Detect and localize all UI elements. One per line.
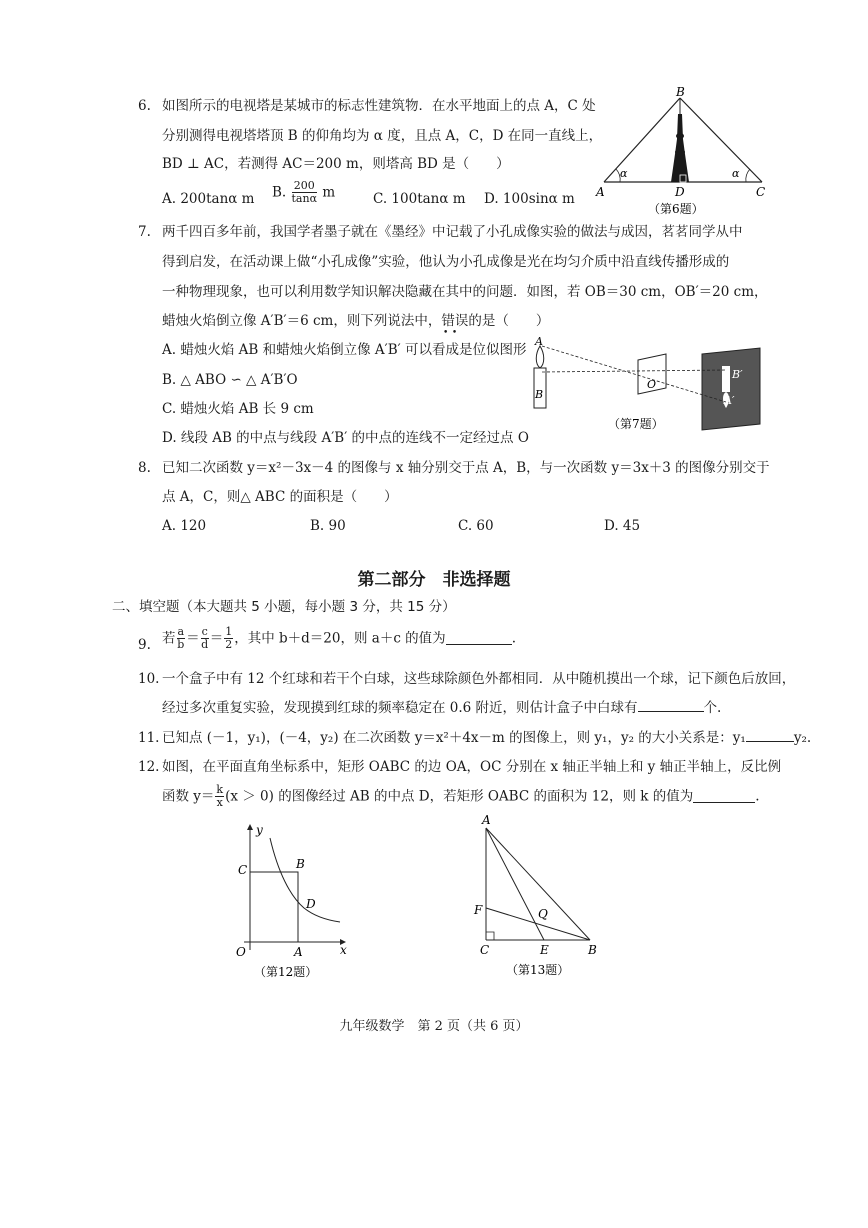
q12-line2: 函数 y＝ $\frac{k}{x}$ (x ＞ 0) 的图像经过 AB 的中点 D，若矩形 OABC 的面积为 12，则 k 的值为 . xyxy=(162,783,760,809)
fig6-alpha-left: α xyxy=(620,167,628,180)
q12-number: 12. xyxy=(138,759,160,775)
fig7-label-a2: A′ xyxy=(724,394,735,407)
q9-answer-blank[interactable] xyxy=(446,632,512,645)
q8-line1: 已知二次函数 y＝x²－3x－4 的图像与 x 轴分别交于点 A，B，与一次函数 y＝3x＋3 的图像分别交于 xyxy=(162,460,770,476)
q6-option-d: D. 100sinα m xyxy=(484,191,575,207)
q12-answer-blank[interactable] xyxy=(693,790,755,803)
figure-13 xyxy=(466,814,606,980)
q11-number: 11. xyxy=(138,730,160,746)
q11-text: 已知点 (－1，y₁)，(－4，y₂) 在二次函数 y＝x²＋4x－m 的图像上，则 y₁，y₂ 的大小关系是：y₁ y₂. xyxy=(162,730,812,746)
fig6-label-d: D xyxy=(675,185,685,199)
emphasis-dots: • • xyxy=(443,328,458,338)
fig6-alpha-right: α xyxy=(732,167,740,180)
figure-12 xyxy=(222,822,362,982)
fig7-label-b: B xyxy=(535,388,544,401)
figure-6 xyxy=(592,84,768,220)
q6-option-c: C. 100tanα m xyxy=(373,191,466,207)
figure-7 xyxy=(524,332,768,436)
q11-answer-blank[interactable] xyxy=(746,729,794,742)
q6-line2: 分别测得电视塔塔顶 B 的仰角均为 α 度，且点 A，C，D 在同一直线上， xyxy=(162,128,603,144)
fig12-label-y: y xyxy=(256,823,263,837)
q7-line2: 得到启发，在活动课上做“小孔成像”实验，他认为小孔成像是光在均匀介质中沿直线传播形成的 xyxy=(162,254,730,270)
fig13-label-f: F xyxy=(474,903,483,917)
fig6-caption: （第6题） xyxy=(648,202,704,216)
q12-line1: 如图，在平面直角坐标系中，矩形 OABC 的边 OA，OC 分别在 x 轴正半轴上和 y 轴正半轴上，反比例 xyxy=(162,759,782,775)
q6-option-a: A. 200tanα m xyxy=(162,191,255,207)
fig12-label-o: O xyxy=(236,945,246,959)
fig12-caption: （第12题） xyxy=(254,965,318,979)
fig12-label-c: C xyxy=(238,863,248,877)
q8-number: 8. xyxy=(138,460,151,476)
q7-option-c: C. 蜡烛火焰 AB 长 9 cm xyxy=(162,401,314,417)
fig6-label-a: A xyxy=(596,185,605,199)
fig12-label-d: D xyxy=(306,897,316,911)
q6-line3: BD ⊥ AC，若测得 AC＝200 m，则塔高 BD 是（ ） xyxy=(162,156,510,172)
q8-option-b: B. 90 xyxy=(310,518,346,534)
q6-line1: 如图所示的电视塔是某城市的标志性建筑物．在水平地面上的点 A，C 处 xyxy=(162,98,596,114)
part-2-title: 第二部分 非选择题 xyxy=(357,570,511,590)
fig13-label-e: E xyxy=(540,943,549,957)
section-2-heading: 二、填空题（本大题共 5 小题，每小题 3 分，共 15 分） xyxy=(112,599,456,615)
q7-number: 7. xyxy=(138,224,151,240)
q7-option-b: B. △ ABO ∽ △ A′B′O xyxy=(162,372,298,388)
q8-line2: 点 A，C，则△ ABC 的面积是（ ） xyxy=(162,489,398,505)
fig12-label-a: A xyxy=(294,945,303,959)
q7-option-a: A. 蜡烛火焰 AB 和蜡烛火焰倒立像 A′B′ 可以看成是位似图形 xyxy=(162,342,527,358)
q9-number: 9. xyxy=(138,637,151,653)
q6-number: 6. xyxy=(138,98,151,114)
fig12-label-b: B xyxy=(296,857,305,871)
fig13-label-a: A xyxy=(482,814,491,827)
fig6-label-b: B xyxy=(676,85,685,99)
fig12-label-x: x xyxy=(340,943,347,957)
q8-option-c: C. 60 xyxy=(458,518,494,534)
q10-answer-blank[interactable] xyxy=(638,699,704,712)
q9-text: 若 $\frac{a}{b}$ ＝ $\frac{c}{d}$ ＝ $\frac{1}{2}$ ，其中 b＋d＝20，则 a＋c 的值为 . xyxy=(162,625,516,651)
q6-optb-numerator: 200 xyxy=(292,180,318,193)
q7-line1: 两千四百多年前，我国学者墨子就在《墨经》中记载了小孔成像实验的做法与成因，茗茗同学从中 xyxy=(162,224,743,240)
q8-option-a: A. 120 xyxy=(162,518,207,534)
fig7-label-o: O xyxy=(647,378,657,391)
fig6-label-c: C xyxy=(756,185,766,199)
page-footer: 九年级数学 第 2 页（共 6 页） xyxy=(339,1019,529,1034)
fig7-label-b2: B′ xyxy=(732,368,743,381)
q10-line2: 经过多次重复实验，发现摸到红球的频率稳定在 0.6 附近，则估计盒子中白球有 个. xyxy=(162,700,722,716)
q6-optb-denominator: tanα xyxy=(291,192,318,205)
tower-icon xyxy=(671,114,689,182)
fig13-label-c: C xyxy=(480,943,490,957)
q7-line4: 蜡烛火焰倒立像 A′B′＝6 cm，则下列说法中，错误的是（ ） xyxy=(162,313,550,329)
fig13-caption: （第13题） xyxy=(506,963,570,977)
q7-option-d: D. 线段 AB 的中点与线段 A′B′ 的中点的连线不一定经过点 O xyxy=(162,430,529,446)
q10-number: 10. xyxy=(138,671,160,687)
q10-line1: 一个盒子中有 12 个红球和若干个白球，这些球除颜色外都相同．从中随机摸出一个球，记下颜色后放回， xyxy=(162,671,796,687)
fig7-caption: （第7题） xyxy=(608,417,664,431)
fig13-label-q: Q xyxy=(538,907,548,921)
fig13-label-b: B xyxy=(588,943,597,957)
q6-option-b: B. $\frac{200}{\tan\alpha}$ m xyxy=(272,179,336,205)
fig7-label-a: A xyxy=(535,335,543,348)
q8-option-d: D. 45 xyxy=(604,518,641,534)
q7-line3: 一种物理现象，也可以利用数学知识解决隐藏在其中的问题．如图，若 OB＝30 cm，OB′＝20 cm， xyxy=(162,284,768,300)
